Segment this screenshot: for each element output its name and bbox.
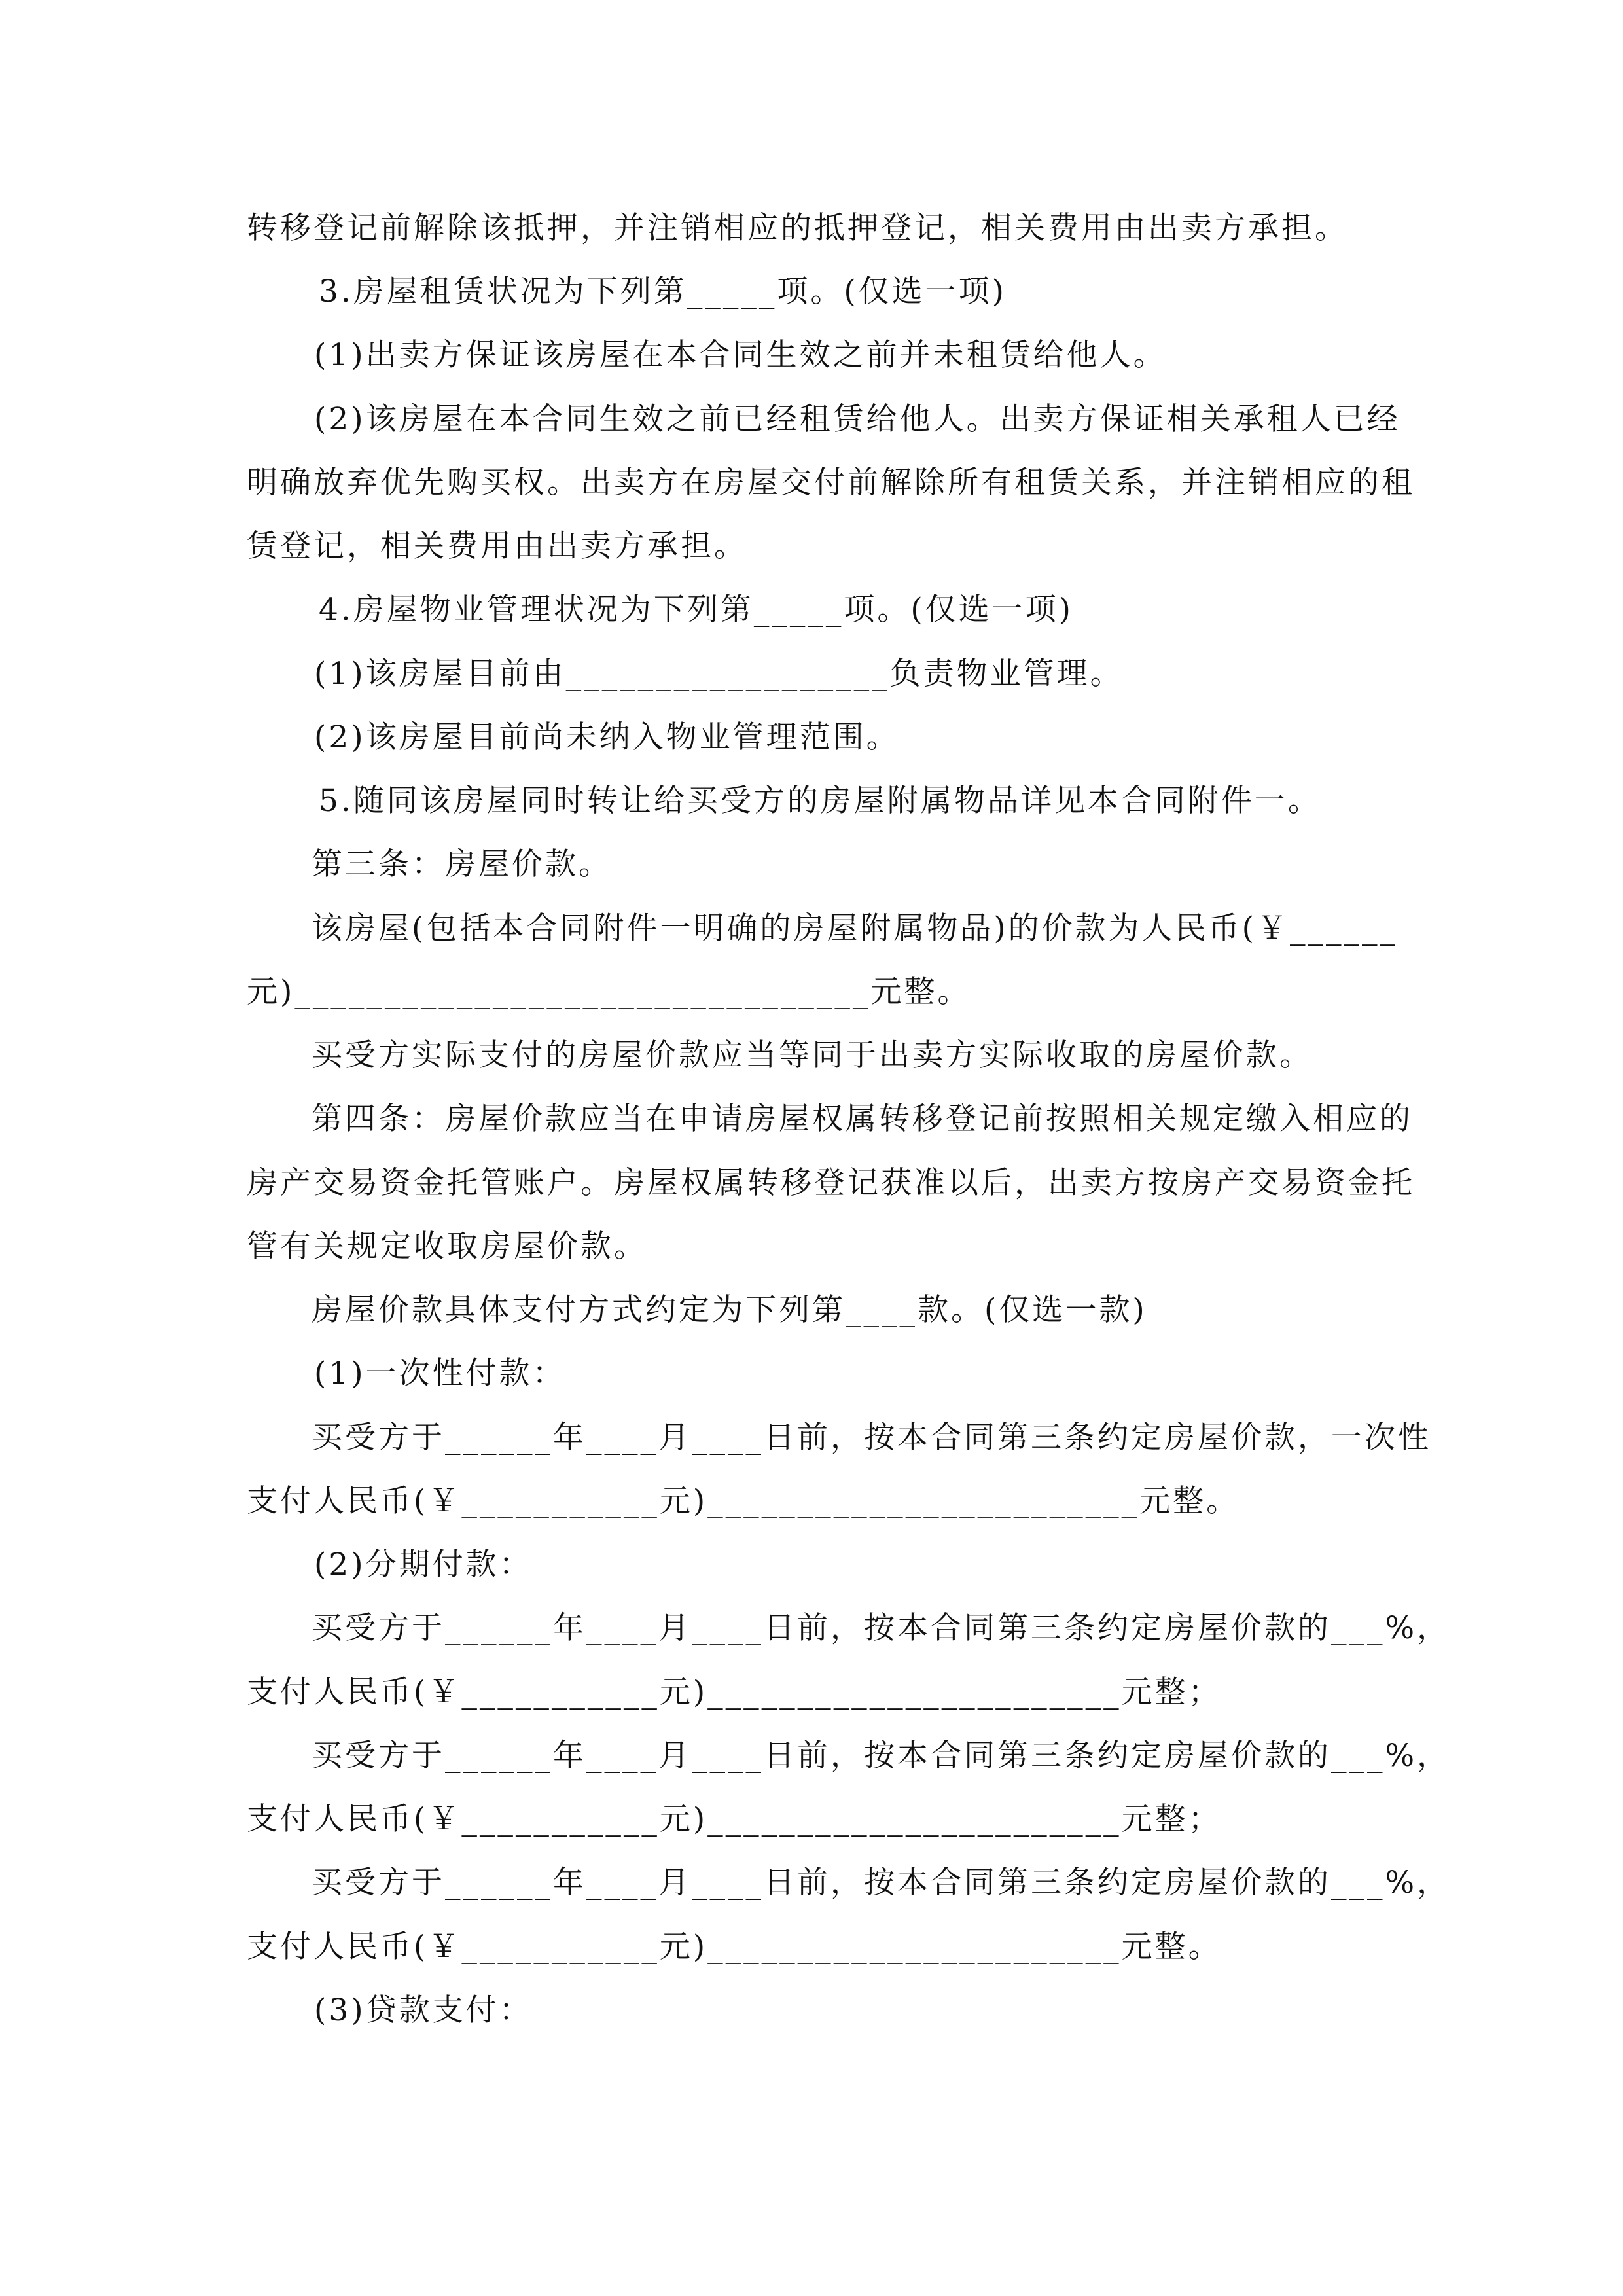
text-line: 3.房屋租赁状况为下列第_____项。(仅选一项) [319, 274, 1007, 310]
text-line: 该房屋(包括本合同附件一明确的房屋附属物品)的价款为人民币(￥______ [312, 910, 1399, 946]
text-line: (2)该房屋在本合同生效之前已经租赁给他人。出卖方保证相关承租人已经 [314, 401, 1400, 437]
text-line: 管有关规定收取房屋价款。 [247, 1229, 647, 1265]
text-line: (1)该房屋目前由__________________负责物业管理。 [314, 656, 1124, 692]
text-line: (1)一次性付款： [314, 1355, 566, 1391]
text-line: 买受方于______年____月____日前，按本合同第三条约定房屋价款，一次性 [312, 1420, 1431, 1456]
text-line: 房屋价款具体支付方式约定为下列第____款。(仅选一款) [312, 1292, 1147, 1328]
text-line: 转移登记前解除该抵押，并注销相应的抵押登记，相关费用由出卖方承担。 [247, 210, 1348, 246]
section-heading: 第三条：房屋价款。 [312, 846, 612, 882]
text-line: 5.随同该房屋同时转让给买受方的房屋附属物品详见本合同附件一。 [319, 783, 1321, 819]
text-line: 明确放弃优先购买权。出卖方在房屋交付前解除所有租赁关系，并注销相应的租 [247, 465, 1415, 501]
text-line: (1)出卖方保证该房屋在本合同生效之前并未租赁给他人。 [314, 337, 1167, 373]
text-line: 买受方于______年____月____日前，按本合同第三条约定房屋价款的___%， [312, 1610, 1451, 1646]
text-line: 买受方于______年____月____日前，按本合同第三条约定房屋价款的___%， [312, 1738, 1451, 1774]
text-line: 房产交易资金托管账户。房屋权属转移登记获准以后，出卖方按房产交易资金托 [247, 1165, 1415, 1201]
text-line: 支付人民币(￥___________元)_______________________元整； [247, 1674, 1222, 1710]
section-heading: 第四条：房屋价款应当在申请房屋权属转移登记前按照相关规定缴入相应的 [312, 1101, 1413, 1137]
text-line: 4.房屋物业管理状况为下列第_____项。(仅选一项) [319, 592, 1074, 628]
text-line: 支付人民币(￥___________元)_______________________元整； [247, 1801, 1222, 1837]
text-line: 支付人民币(￥___________元)_______________________元整。 [247, 1929, 1222, 1965]
text-line: (3)贷款支付： [314, 1992, 533, 2028]
text-line: 买受方实际支付的房屋价款应当等同于出卖方实际收取的房屋价款。 [312, 1037, 1313, 1073]
text-line: 元)________________________________元整。 [247, 974, 971, 1010]
text-line: 赁登记，相关费用由出卖方承担。 [247, 528, 747, 564]
text-line: (2)分期付款： [314, 1547, 533, 1583]
text-line: 买受方于______年____月____日前，按本合同第三条约定房屋价款的___%， [312, 1865, 1451, 1901]
text-line: 支付人民币(￥___________元)________________________元整。 [247, 1483, 1240, 1519]
text-line: (2)该房屋目前尚未纳入物业管理范围。 [314, 719, 900, 755]
